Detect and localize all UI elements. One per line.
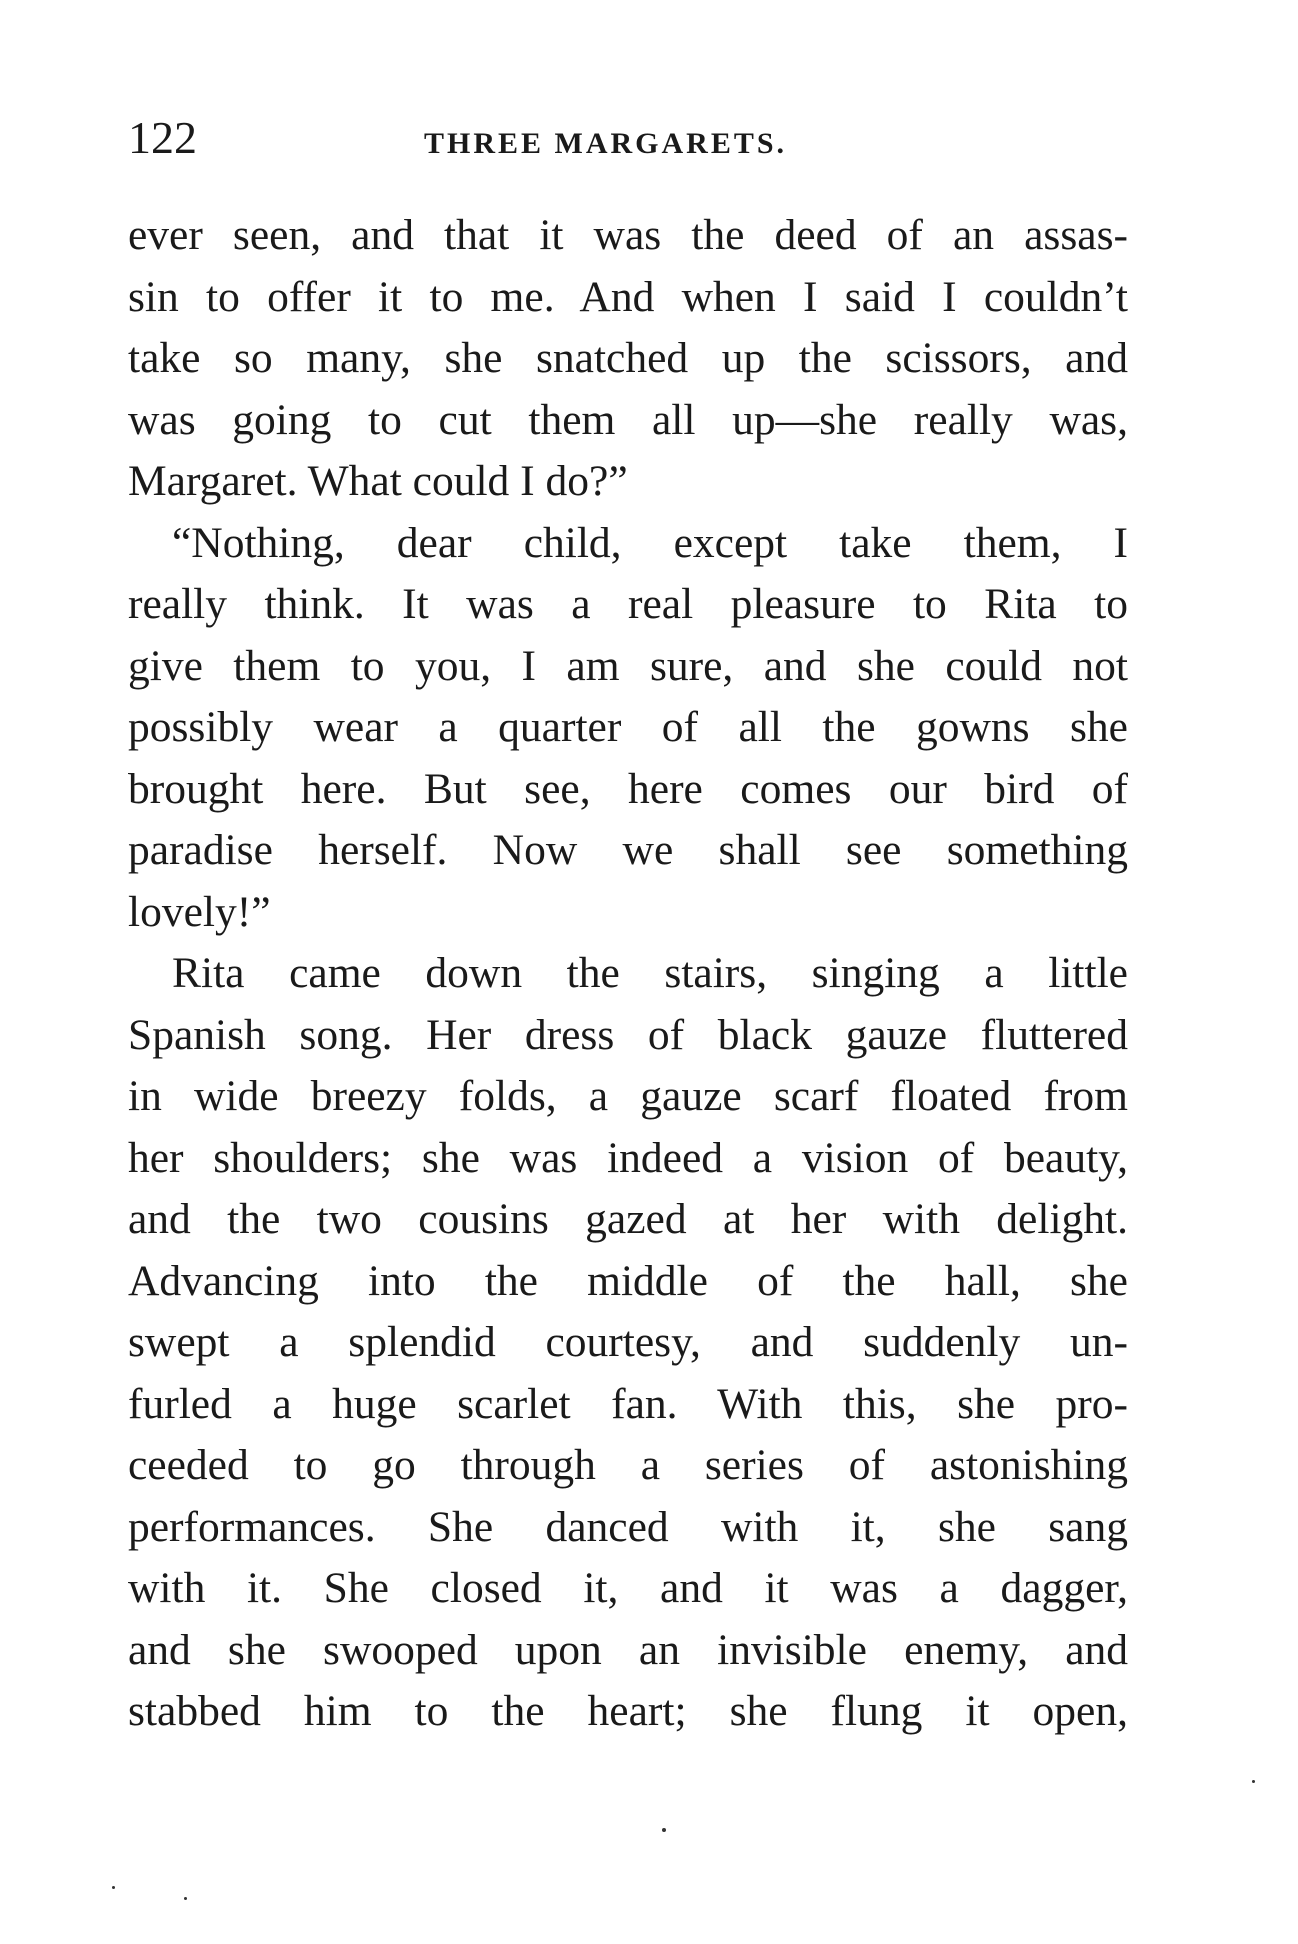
text-line: in wide breezy folds, a gauze scarf floated from [128,1072,1128,1120]
text-line: brought here. But see, here comes our bird of [128,764,1128,813]
print-speck [184,1897,187,1900]
text-line: and she swooped upon an invisible enemy, and [128,1625,1128,1674]
text-line: Rita came down the stairs, singing a little [172,949,1128,997]
text-line: sin to offer it to me. And when I said I couldn’t [128,272,1128,321]
text-line: and the two cousins gazed at her with delight. [128,1195,1128,1243]
text-line: her shoulders; she was indeed a vision of beauty, [128,1133,1128,1182]
text-line: “Nothing, dear child, except take them, I [172,518,1128,567]
text-line: really think. It was a real pleasure to Rita to [128,580,1128,628]
text-line: give them to you, I am sure, and she could not [128,641,1128,690]
text-line: swept a splendid courtesy, and suddenly un- [128,1318,1128,1366]
print-speck [1252,1780,1255,1783]
text-line: paradise herself. Now we shall see something [128,826,1128,874]
text-line: possibly wear a quarter of all the gowns she [128,703,1128,751]
page-number: 122 [128,112,197,163]
text-line: furled a huge scarlet fan. With this, she pro- [128,1379,1128,1428]
text-line: stabbed him to the heart; she flung it open, [128,1687,1128,1735]
body-text [128,205,1128,1743]
running-title: THREE MARGARETS. [424,127,788,160]
print-speck [662,1828,666,1832]
text-line: was going to cut them all up—she really was, [128,395,1128,444]
text-line: ceeded to go through a series of astonishing [128,1441,1128,1489]
text-line: performances. She danced with it, she sang [128,1502,1128,1551]
text-line: lovely!” [128,887,271,936]
text-line: ever seen, and that it was the deed of an assas- [128,211,1128,259]
text-line: Advancing into the middle of the hall, she [128,1256,1128,1305]
text-line: Spanish song. Her dress of black gauze fluttered [128,1010,1128,1059]
running-head [128,108,1128,168]
text-line: Margaret. What could I do?” [128,457,628,505]
text-line: with it. She closed it, and it was a dagger, [128,1564,1128,1612]
print-speck [112,1886,115,1889]
text-line: take so many, she snatched up the scissors, and [128,334,1128,382]
